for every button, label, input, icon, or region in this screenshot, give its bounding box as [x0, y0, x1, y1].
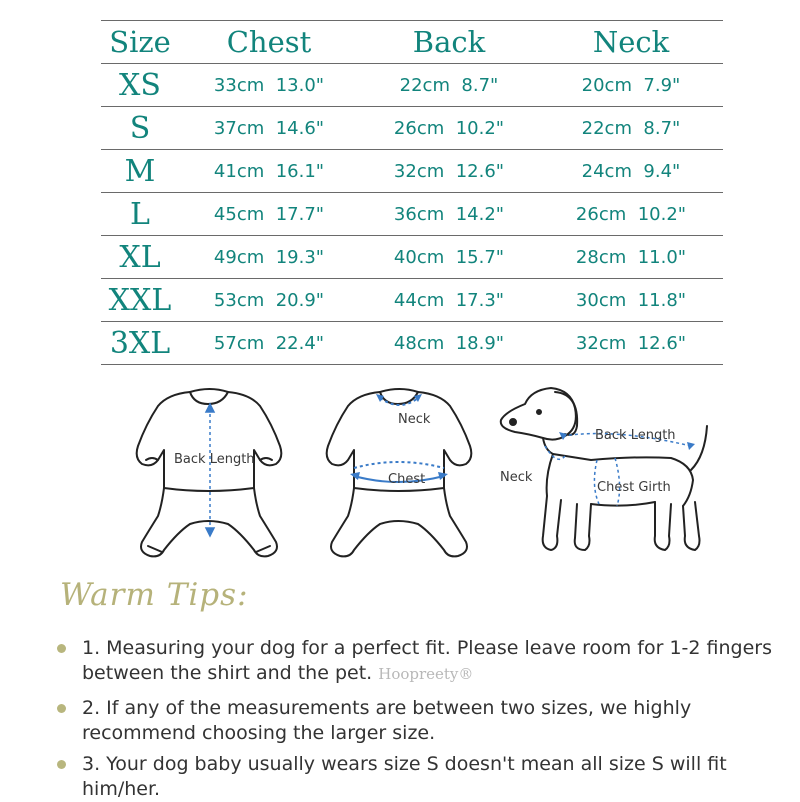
bullet-icon	[57, 644, 66, 653]
size-chart-table	[101, 20, 723, 365]
table-row	[101, 321, 723, 365]
tip-text: 3. Your dog baby usually wears size S doesn't mean all size S will fit him/her.	[82, 753, 727, 800]
table-row	[101, 63, 723, 106]
table-row	[101, 106, 723, 149]
tip-text: 1. Measuring your dog for a perfect fit. Please leave room for 1-2 fingers between the shirt and the pet.	[82, 637, 773, 684]
size-cell: 3XL	[109, 325, 171, 361]
neck-cell: 26cm 10.2"	[575, 203, 687, 225]
back-cell: 36cm 14.2"	[393, 203, 505, 225]
table-row	[101, 192, 723, 235]
table-header-row	[101, 20, 723, 63]
back-length-diagram	[128, 376, 318, 576]
size-cell: XL	[119, 239, 161, 275]
back-cell: 26cm 10.2"	[393, 117, 505, 139]
brand-watermark: Hoopreety®	[378, 665, 474, 683]
size-cell: S	[129, 110, 151, 146]
dog-back-length-label: Back Length	[595, 428, 676, 443]
neck-chest-diagram	[318, 376, 508, 576]
back-cell: 32cm 12.6"	[393, 160, 505, 182]
neck-cell: 30cm 11.8"	[575, 289, 687, 311]
neck-cell: 28cm 11.0"	[575, 246, 687, 268]
chest-cell: 33cm 13.0"	[213, 74, 325, 96]
back-length-label: Back Length	[174, 452, 255, 467]
header-size: Size	[109, 25, 171, 59]
chest-cell: 41cm 16.1"	[213, 160, 325, 182]
back-cell: 44cm 17.3"	[393, 289, 505, 311]
neck-cell: 24cm 9.4"	[581, 160, 681, 182]
chest-cell: 53cm 20.9"	[213, 289, 325, 311]
neck-label: Neck	[398, 412, 431, 427]
bullet-icon	[57, 760, 66, 769]
header-neck: Neck	[592, 25, 670, 59]
size-cell: L	[130, 196, 150, 232]
chest-cell: 45cm 17.7"	[213, 203, 325, 225]
dog-neck-label: Neck	[500, 470, 533, 485]
header-chest: Chest	[226, 25, 312, 59]
chest-cell: 49cm 19.3"	[213, 246, 325, 268]
back-cell: 48cm 18.9"	[393, 332, 505, 354]
size-cell: XXL	[108, 282, 172, 318]
dog-measurement-diagram	[495, 376, 720, 576]
chest-cell: 37cm 14.6"	[213, 117, 325, 139]
warm-tips-title: Warm Tips:	[60, 577, 249, 613]
neck-cell: 20cm 7.9"	[581, 74, 681, 96]
chest-label: Chest	[388, 472, 426, 487]
table-row	[101, 235, 723, 278]
table-row	[101, 278, 723, 321]
dog-chest-girth-label: Chest Girth	[597, 480, 671, 495]
neck-cell: 22cm 8.7"	[581, 117, 681, 139]
size-cell: M	[124, 153, 156, 189]
chest-cell: 57cm 22.4"	[213, 332, 325, 354]
table-row	[101, 149, 723, 192]
back-cell: 40cm 15.7"	[393, 246, 505, 268]
tip-text: 2. If any of the measurements are between two sizes, we highly recommend choosing the larger size.	[82, 697, 692, 744]
back-cell: 22cm 8.7"	[399, 74, 499, 96]
size-cell: XS	[119, 67, 161, 103]
garment-back-illustration	[128, 376, 318, 576]
header-back: Back	[412, 25, 486, 59]
bullet-icon	[57, 704, 66, 713]
neck-cell: 32cm 12.6"	[575, 332, 687, 354]
